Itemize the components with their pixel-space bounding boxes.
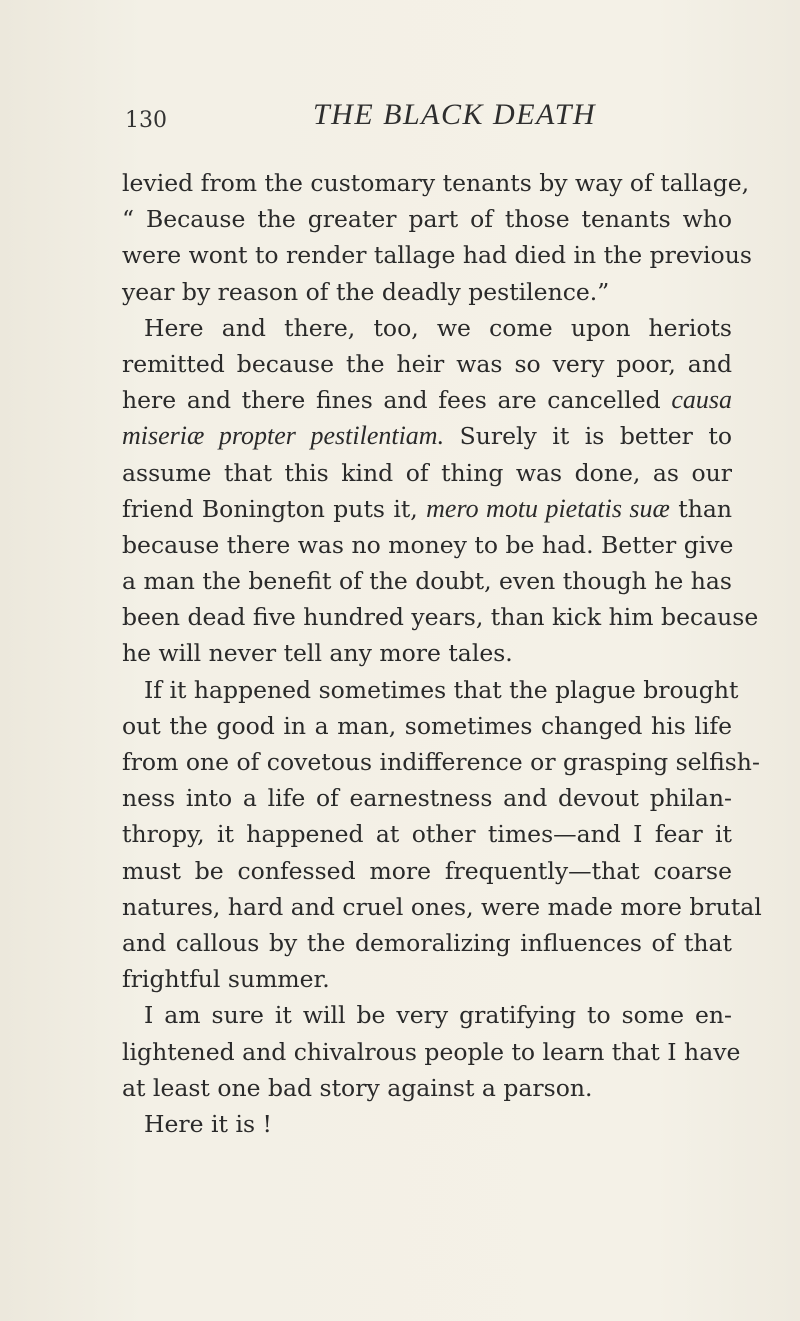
text-line: thropy, it happened at other times—and I fear it bbox=[122, 820, 732, 849]
text-line: and callous by the demoralizing influences of that bbox=[122, 928, 732, 957]
text-line: ness into a life of earnestness and devout philan- bbox=[122, 784, 732, 813]
text-line: must be confessed more frequently—that coarse bbox=[122, 856, 732, 885]
text-line: “ Because the greater part of those tenants who bbox=[122, 205, 732, 234]
text-span: friend Bonington puts it, bbox=[122, 494, 418, 523]
text-line: If it happened sometimes that the plague brought bbox=[144, 675, 739, 704]
text-line: he will never tell any more tales. bbox=[122, 639, 513, 668]
body-text bbox=[122, 165, 762, 1142]
page-number: 130 bbox=[125, 108, 167, 133]
text-line: lightened and chivalrous people to learn that I have bbox=[122, 1037, 741, 1066]
page-header bbox=[125, 98, 725, 138]
text-line bbox=[122, 491, 732, 527]
text-span: than bbox=[678, 494, 732, 523]
text-line: were wont to render tallage had died in the previous bbox=[122, 241, 752, 270]
text-line: because there was no money to be had. Better give bbox=[122, 530, 734, 559]
text-span: here and there fines and fees are cancelled bbox=[122, 386, 661, 415]
text-line: a man the benefit of the doubt, even though he has bbox=[122, 567, 732, 596]
text-line: at least one bad story against a parson. bbox=[122, 1073, 593, 1102]
latin-phrase: mero motu pietatis suæ bbox=[426, 493, 670, 523]
text-line: out the good in a man, sometimes changed his life bbox=[122, 711, 732, 740]
latin-phrase: causa bbox=[671, 385, 732, 415]
text-line: Here and there, too, we come upon heriots bbox=[144, 313, 732, 342]
text-line: remitted because the heir was so very poor, and bbox=[122, 349, 732, 378]
text-line: year by reason of the deadly pestilence.” bbox=[122, 277, 610, 306]
text-line: Here it is ! bbox=[144, 1109, 272, 1138]
text-line: natures, hard and cruel ones, were made more brutal bbox=[122, 892, 762, 921]
text-line bbox=[122, 382, 732, 418]
latin-phrase: miseriæ propter pestilentiam. bbox=[122, 421, 445, 451]
running-head: THE BLACK DEATH bbox=[313, 98, 597, 131]
text-line: assume that this kind of thing was done, as our bbox=[122, 458, 732, 487]
text-line bbox=[122, 418, 732, 454]
text-span: Surely it is better to bbox=[459, 422, 732, 451]
text-line: been dead five hundred years, than kick him because bbox=[122, 603, 759, 632]
text-line: frightful summer. bbox=[122, 965, 330, 994]
text-line: from one of covetous indifference or grasping selfish- bbox=[122, 748, 760, 776]
text-line: I am sure it will be very gratifying to some en- bbox=[144, 1001, 732, 1030]
text-line: levied from the customary tenants by way of tallage, bbox=[122, 169, 750, 197]
